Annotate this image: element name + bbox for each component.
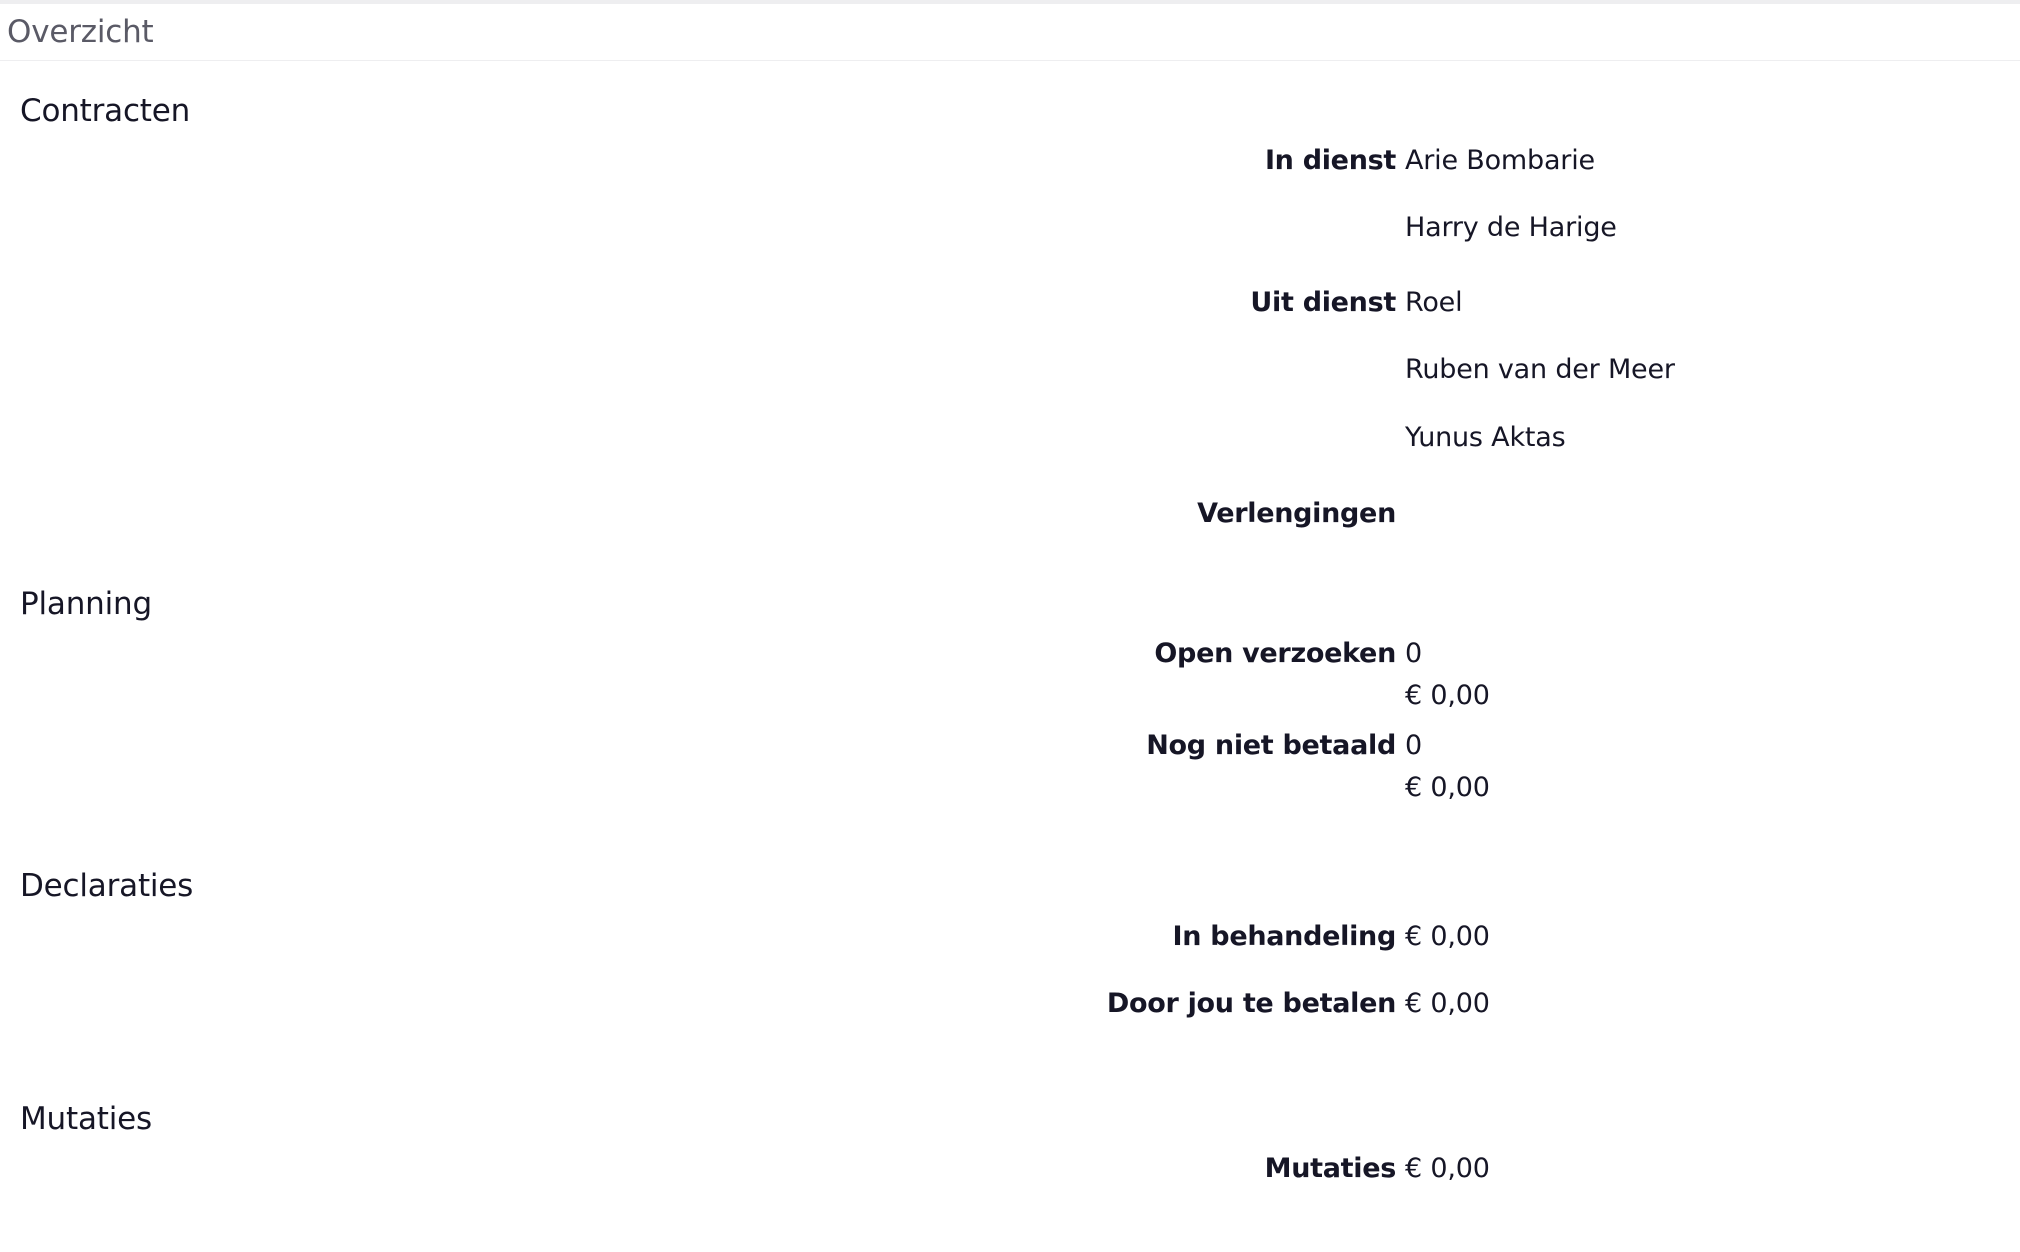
mutaties-amount: € 0,00 xyxy=(1405,1153,1490,1184)
open-verzoeken-amount: € 0,00 xyxy=(1405,680,1490,711)
label-open-verzoeken: Open verzoeken xyxy=(1154,638,1396,669)
nog-niet-betaald-count: 0 xyxy=(1405,730,1422,761)
employee-link[interactable]: Harry de Harige xyxy=(1405,212,1617,243)
employee-link[interactable]: Roel xyxy=(1405,287,1463,318)
page-header xyxy=(0,4,2020,61)
section-title-planning: Planning xyxy=(20,586,152,622)
label-in-behandeling: In behandeling xyxy=(1172,921,1396,952)
label-in-dienst: In dienst xyxy=(1264,145,1396,176)
section-title-declaraties: Declaraties xyxy=(20,868,194,904)
in-behandeling-amount: € 0,00 xyxy=(1405,921,1490,952)
open-verzoeken-count: 0 xyxy=(1405,638,1422,669)
section-title-mutaties: Mutaties xyxy=(20,1101,152,1137)
section-title-contracten: Contracten xyxy=(20,93,191,129)
employee-link[interactable]: Ruben van der Meer xyxy=(1405,354,1675,385)
label-verlengingen: Verlengingen xyxy=(1197,498,1396,529)
page-title: Overzicht xyxy=(7,14,154,50)
label-mutaties: Mutaties xyxy=(1264,1153,1396,1184)
label-uit-dienst: Uit dienst xyxy=(1250,287,1396,318)
door-jou-te-betalen-amount: € 0,00 xyxy=(1405,988,1490,1019)
employee-link[interactable]: Arie Bombarie xyxy=(1405,145,1595,176)
nog-niet-betaald-amount: € 0,00 xyxy=(1405,772,1490,803)
label-door-jou-te-betalen: Door jou te betalen xyxy=(1106,988,1396,1019)
employee-link[interactable]: Yunus Aktas xyxy=(1405,422,1566,453)
label-nog-niet-betaald: Nog niet betaald xyxy=(1146,730,1396,761)
